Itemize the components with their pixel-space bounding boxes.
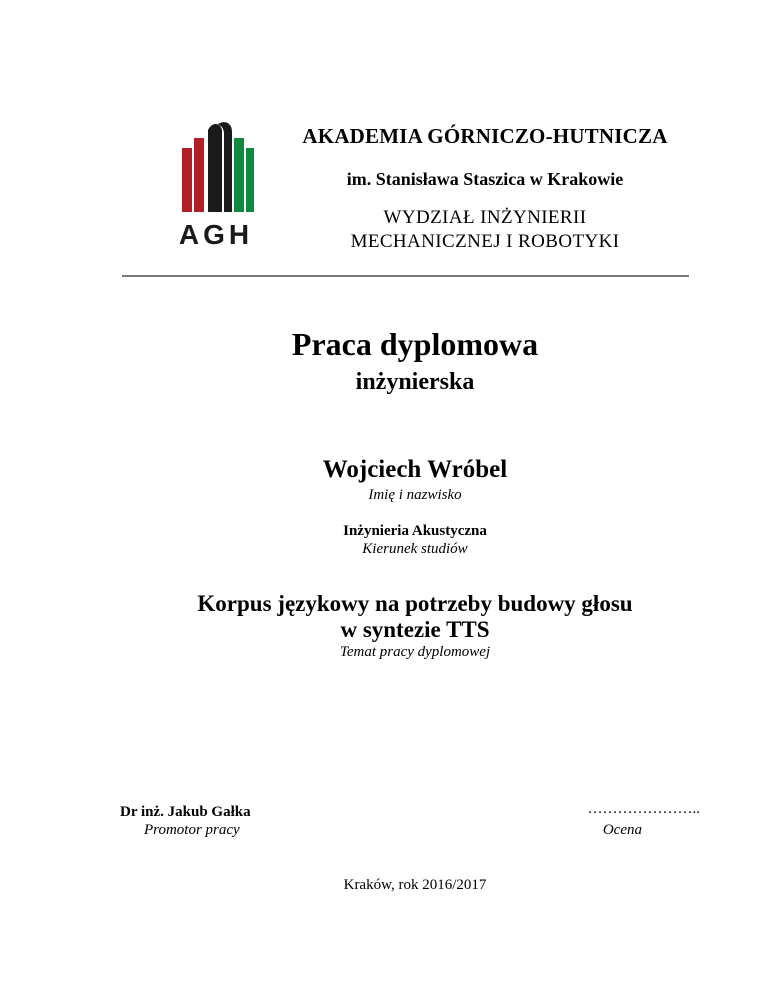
field-of-study: Inżynieria Akustyczna xyxy=(343,523,487,539)
supervisor-name: Dr inż. Jakub Gałka xyxy=(120,804,251,820)
thesis-kind: inżynierska xyxy=(355,369,475,395)
field-caption: Kierunek studiów xyxy=(362,541,468,557)
grade-placeholder: ………………….. xyxy=(587,801,700,817)
faculty-name-line2: MECHANICZNEJ I ROBOTYKI xyxy=(350,231,620,252)
agh-emblem-icon xyxy=(176,120,256,248)
thesis-topic-line2: w syntezie TTS xyxy=(340,617,490,642)
topic-caption: Temat pracy dyplomowej xyxy=(339,644,491,660)
author-caption: Imię i nazwisko xyxy=(368,487,462,503)
author-name: Wojciech Wróbel xyxy=(322,456,508,483)
place-and-year: Kraków, rok 2016/2017 xyxy=(343,877,487,893)
thesis-topic-line1: Korpus językowy na potrzeby budowy głosu xyxy=(197,591,633,616)
thesis-type: Praca dyplomowa xyxy=(291,326,539,362)
supervisor-caption: Promotor pracy xyxy=(144,822,240,838)
grade-caption: Ocena xyxy=(602,822,642,838)
agh-logo xyxy=(176,120,256,248)
university-patron: im. Stanisława Staszica w Krakowie xyxy=(346,169,624,189)
header-divider xyxy=(122,275,689,277)
logo-text: AGH xyxy=(178,219,254,248)
faculty-name-line1: WYDZIAŁ INŻYNIERII xyxy=(383,207,587,228)
university-name: AKADEMIA GÓRNICZO-HUTNICZA xyxy=(302,124,668,148)
